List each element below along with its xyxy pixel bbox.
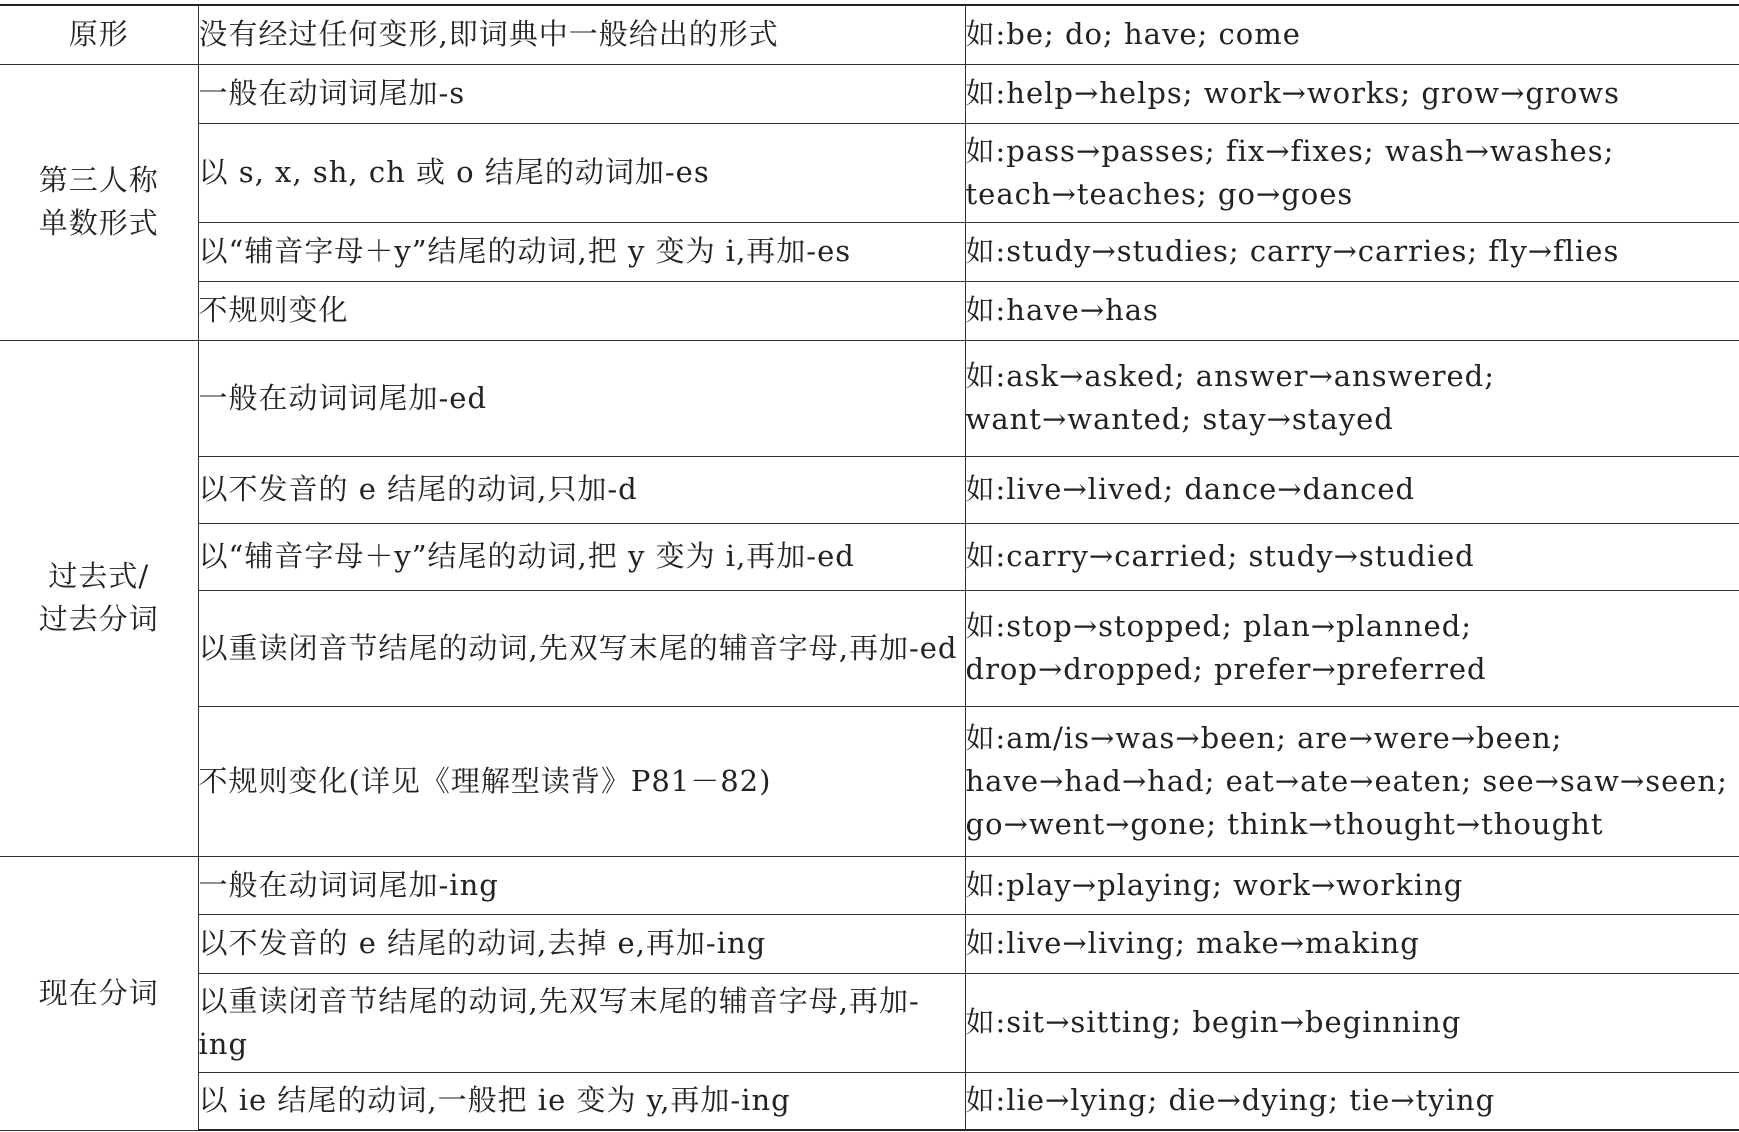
example-text: teach→teaches; go→goes: [965, 176, 1354, 211]
table-row: [0, 973, 1739, 1072]
category-label: 过去式/: [48, 559, 150, 593]
example-text: 如:help→helps; work→works; grow→grows: [965, 76, 1621, 110]
table-row: [0, 222, 1739, 281]
rule-cell: [198, 340, 965, 456]
rule-text: 一般在动词词尾加-ing: [198, 867, 499, 902]
example-text: 如:sit→sitting; begin→beginning: [965, 1005, 1462, 1039]
table-row: [0, 340, 1739, 456]
rule-text: 以“辅音字母＋y”结尾的动词,把 y 变为 i,再加-ed: [198, 539, 855, 573]
rule-cell: [198, 456, 965, 523]
example-text: 如:am/is→was→been; are→were→been;: [965, 720, 1563, 755]
rule-cell: [198, 914, 965, 973]
example-text: 如:study→studies; carry→carries; fly→flies: [965, 234, 1620, 268]
rule-text: 不规则变化(详见《理解型读背》P81－82): [198, 763, 772, 798]
category-cell: [0, 856, 198, 1130]
example-cell: [965, 222, 1739, 281]
table-row: [0, 281, 1739, 340]
category-cell: [0, 340, 198, 856]
example-cell: [965, 281, 1739, 340]
category-label: 第三人称: [38, 163, 159, 197]
rule-text: 不规则变化: [198, 293, 349, 327]
rule-cell: [198, 5, 965, 64]
rule-cell: [198, 590, 965, 706]
table-row: [0, 123, 1739, 222]
example-cell: [965, 523, 1739, 590]
table-row: [0, 856, 1739, 914]
example-text: 如:play→playing; work→working: [965, 867, 1464, 902]
rule-cell: [198, 706, 965, 856]
example-text: drop→dropped; prefer→preferred: [965, 652, 1487, 686]
category-label: 单数形式: [38, 206, 159, 240]
table-row: [0, 5, 1739, 64]
example-text: 如:stop→stopped; plan→planned;: [965, 609, 1473, 643]
example-text: 如:ask→asked; answer→answered;: [965, 359, 1495, 393]
example-cell: [965, 590, 1739, 706]
example-text: 如:pass→passes; fix→fixes; wash→washes;: [965, 133, 1615, 168]
rule-text: 一般在动词词尾加-ed: [198, 380, 488, 415]
rule-text: 以 ie 结尾的动词,一般把 ie 变为 y,再加-ing: [198, 1083, 791, 1118]
rule-cell: [198, 856, 965, 914]
table-row: [0, 64, 1739, 123]
table-row: [0, 590, 1739, 706]
example-cell: [965, 973, 1739, 1072]
rule-text: 以 s, x, sh, ch 或 o 结尾的动词加-es: [198, 155, 710, 189]
category-cell: [0, 5, 198, 64]
example-text: 如:be; do; have; come: [965, 17, 1301, 52]
example-cell: [965, 706, 1739, 856]
category-label: 过去分词: [38, 602, 159, 636]
example-cell: [965, 64, 1739, 123]
table-row: [0, 914, 1739, 973]
rule-text: 以不发音的 e 结尾的动词,只加-d: [198, 472, 638, 506]
example-text: 如:live→lived; dance→danced: [965, 472, 1416, 506]
category-label: 现在分词: [38, 975, 159, 1010]
example-cell: [965, 456, 1739, 523]
example-text: 如:carry→carried; study→studied: [965, 539, 1475, 573]
rule-cell: [198, 1072, 965, 1130]
rule-cell: [198, 64, 965, 123]
table-body: [0, 5, 1739, 1130]
rule-cell: [198, 222, 965, 281]
rule-text: 一般在动词词尾加-s: [198, 76, 466, 110]
table-row: [0, 523, 1739, 590]
rule-text: 没有经过任何变形,即词典中一般给出的形式: [198, 17, 779, 52]
example-cell: [965, 123, 1739, 222]
example-cell: [965, 1072, 1739, 1130]
rule-text: 以重读闭音节结尾的动词,先双写末尾的辅音字母,再加-ing: [198, 983, 920, 1061]
table-row: [0, 456, 1739, 523]
example-text: 如:lie→lying; die→dying; tie→tying: [965, 1083, 1496, 1118]
rule-text: 以重读闭音节结尾的动词,先双写末尾的辅音字母,再加-ed: [198, 630, 958, 665]
rule-cell: [198, 123, 965, 222]
example-cell: [965, 856, 1739, 914]
table-row: [0, 1072, 1739, 1130]
table-row: [0, 706, 1739, 856]
example-text: go→went→gone; think→thought→thought: [965, 806, 1604, 841]
example-text: want→wanted; stay→stayed: [965, 402, 1394, 436]
example-cell: [965, 5, 1739, 64]
verb-forms-table: [0, 4, 1739, 1131]
rule-text: 以“辅音字母＋y”结尾的动词,把 y 变为 i,再加-es: [198, 234, 852, 268]
example-text: 如:have→has: [965, 293, 1159, 327]
rule-cell: [198, 281, 965, 340]
example-text: have→had→had; eat→ate→eaten; see→saw→seen;: [965, 763, 1728, 798]
example-text: 如:live→living; make→making: [965, 926, 1420, 960]
rule-text: 以不发音的 e 结尾的动词,去掉 e,再加-ing: [198, 926, 767, 960]
example-cell: [965, 914, 1739, 973]
category-label: 原形: [68, 17, 129, 52]
rule-cell: [198, 523, 965, 590]
rule-cell: [198, 973, 965, 1072]
category-cell: [0, 64, 198, 340]
example-cell: [965, 340, 1739, 456]
